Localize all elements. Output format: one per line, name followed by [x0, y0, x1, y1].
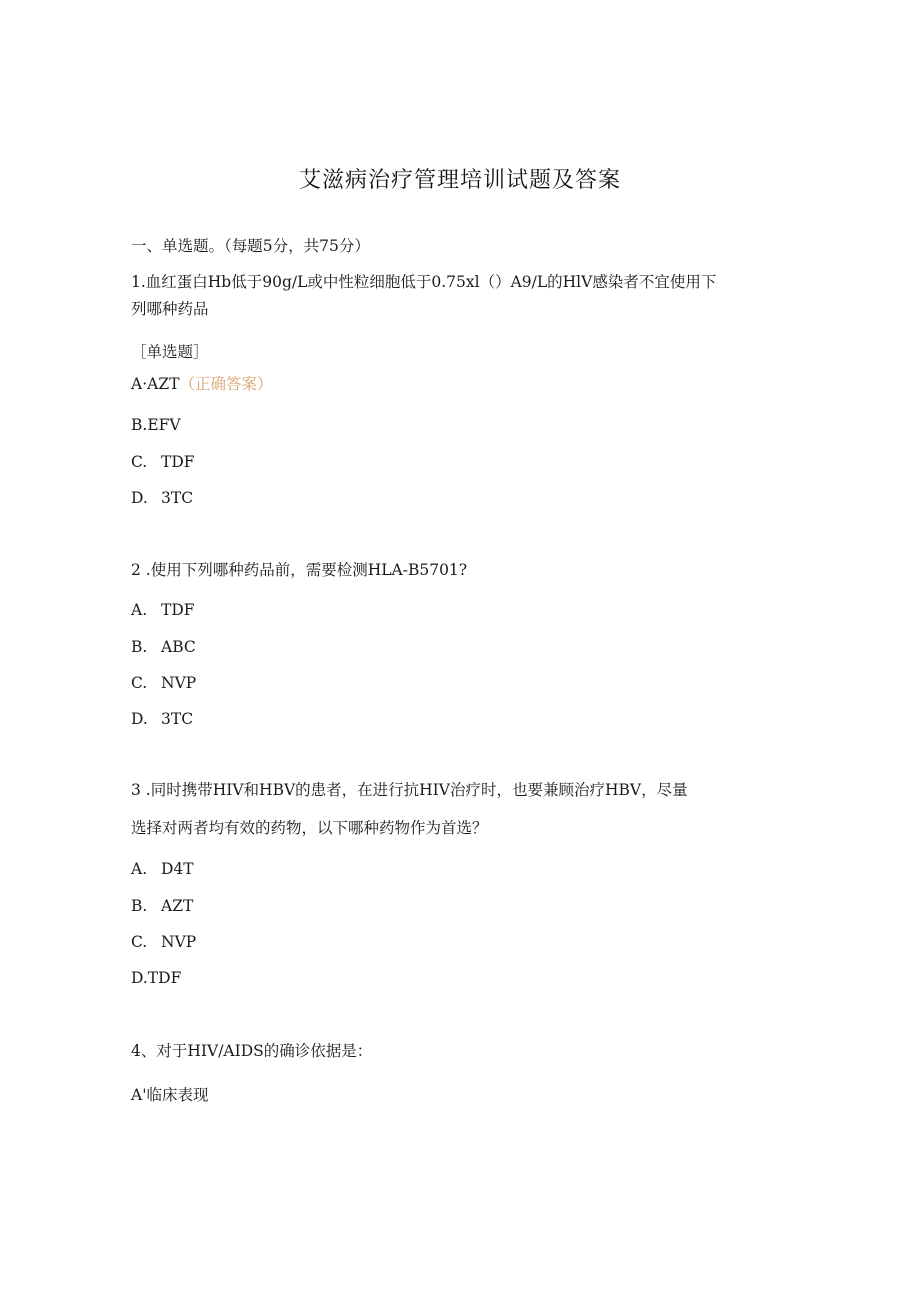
correct-answer-mark: （正确答案）	[179, 375, 273, 393]
question-4-option-a[interactable]	[131, 1083, 208, 1105]
option-letter: B.	[131, 638, 148, 656]
question-2-stem: 2 .使用下列哪种药品前，需要检测HLA-B5701?	[131, 561, 468, 579]
option-text: NVP	[161, 674, 197, 692]
option-text: TDF	[161, 453, 195, 471]
document-title: 艾滋病治疗管理培训试题及答案	[298, 168, 621, 193]
option-letter: A.	[131, 601, 148, 619]
question-3-stem-line-1: 3 .同时携带HIV和HBV的患者，在进行抗HIV治疗时，也要兼顾治疗HBV，尽量	[131, 781, 688, 799]
option-letter: C.	[131, 933, 148, 951]
question-2-option-d[interactable]	[131, 710, 193, 728]
option-text: 3TC	[161, 710, 194, 728]
question-4-stem: 4、对于HIV/AIDS的确诊依据是：	[131, 1042, 373, 1060]
option-letter: B.	[131, 897, 148, 915]
question-1-stem-line-1: 1.血红蛋白Hb低于90g∕L或中性粒细胞低于0.75xl（）A9∕L的HlV感染者不宜使用下	[131, 273, 717, 291]
question-1-stem-line-2: 列哪种药品	[131, 300, 209, 318]
question-3-option-b[interactable]	[131, 897, 193, 915]
section-heading: 一、单选题。（每题5分，共75分）	[131, 237, 370, 255]
option-text: 3TC	[161, 489, 194, 507]
question-1-option-b[interactable]	[131, 416, 181, 434]
question-1-option-d[interactable]	[131, 489, 193, 507]
option-letter: C.	[131, 674, 148, 692]
question-2-option-c[interactable]	[131, 674, 196, 692]
option-text: A·AZT	[131, 375, 180, 393]
option-letter: C.	[131, 453, 148, 471]
question-1-type-tag: ［单选题］	[131, 343, 209, 361]
option-text: TDF	[161, 601, 195, 619]
option-text: B.EFV	[131, 416, 181, 434]
option-text: D.TDF	[131, 969, 182, 987]
option-text: A'临床表现	[131, 1086, 209, 1104]
question-3-stem-line-2: 选择对两者均有效的药物，以下哪种药物作为首选？	[131, 819, 488, 837]
question-2-option-b[interactable]	[131, 638, 196, 656]
question-1-option-c[interactable]	[131, 453, 195, 471]
option-letter: D.	[131, 710, 148, 728]
question-2-option-a[interactable]	[131, 601, 195, 619]
option-text: NVP	[161, 933, 197, 951]
question-3-option-c[interactable]	[131, 933, 196, 951]
question-1-option-a[interactable]	[131, 372, 272, 394]
question-3-option-a[interactable]	[131, 860, 194, 878]
option-letter: D.	[131, 489, 148, 507]
option-text: D4T	[161, 860, 194, 878]
option-text: AZT	[161, 897, 194, 915]
option-text: ABC	[161, 638, 196, 656]
question-3-option-d[interactable]	[131, 969, 181, 987]
option-letter: A.	[131, 860, 148, 878]
